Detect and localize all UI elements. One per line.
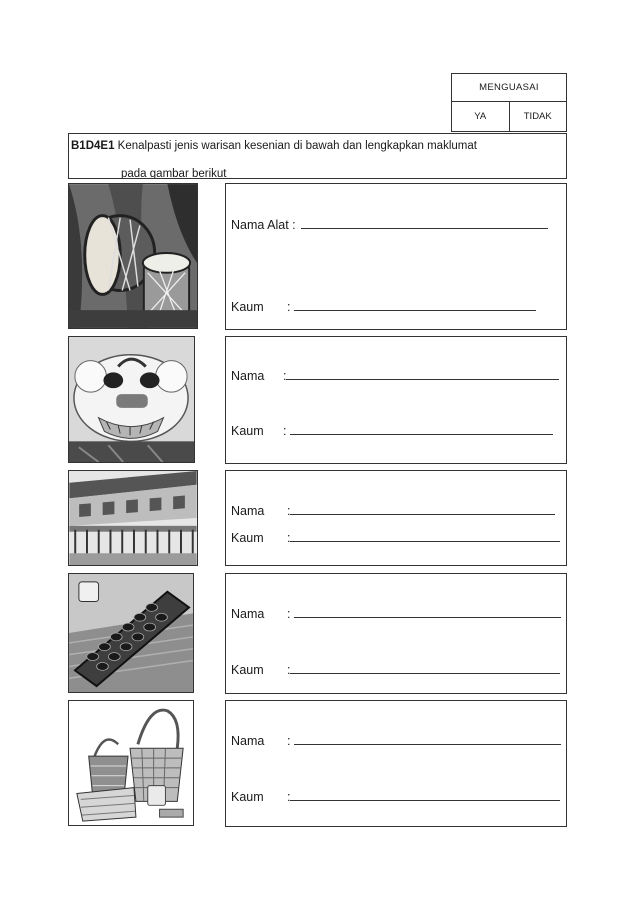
answer-line[interactable] — [290, 504, 555, 515]
field-colon: : — [287, 300, 291, 314]
kaum-field[interactable] — [231, 790, 560, 804]
field-label: Kaum — [231, 531, 264, 545]
field-label: Nama — [231, 369, 265, 383]
answer-box-5 — [225, 700, 567, 827]
instruction-box — [68, 133, 567, 179]
drums-icon — [68, 183, 198, 329]
lion-dance-icon — [68, 336, 195, 463]
instruction-text: Kenalpasti jenis warisan kesenian di bawah dan lengkapkan maklumat — [117, 140, 477, 152]
answer-line[interactable] — [290, 424, 553, 435]
field-label: Kaum — [231, 424, 264, 438]
name-field[interactable] — [231, 218, 548, 232]
answer-box-4 — [225, 573, 567, 694]
answer-line[interactable] — [286, 369, 559, 380]
mastery-no-cell[interactable]: TIDAK — [509, 102, 567, 132]
kaum-field[interactable] — [231, 300, 536, 314]
name-field[interactable] — [231, 607, 561, 621]
field-label: Kaum — [231, 790, 264, 804]
field-colon: : — [287, 531, 291, 545]
mastery-table — [451, 73, 567, 132]
field-colon: : — [287, 504, 291, 518]
congkak-board-icon — [68, 573, 194, 693]
field-label: Nama Alat : — [231, 218, 296, 232]
field-label: Kaum — [231, 663, 264, 677]
kaum-field[interactable] — [231, 424, 553, 438]
field-colon: : — [287, 790, 291, 804]
name-field[interactable] — [231, 734, 561, 748]
answer-line[interactable] — [290, 790, 560, 801]
answer-line[interactable] — [294, 607, 561, 618]
answer-line[interactable] — [290, 531, 560, 542]
answer-box-1 — [225, 183, 567, 330]
field-colon: : — [283, 369, 287, 383]
field-label: Nama — [231, 607, 265, 621]
answer-line[interactable] — [290, 663, 560, 674]
field-label: Nama — [231, 734, 265, 748]
field-colon: : — [287, 663, 291, 677]
field-colon: : — [287, 734, 291, 748]
longhouse-icon — [68, 470, 198, 566]
name-field[interactable] — [231, 369, 559, 383]
field-colon: : — [287, 607, 291, 621]
kaum-field[interactable] — [231, 531, 560, 545]
kaum-field[interactable] — [231, 663, 560, 677]
field-colon: : — [283, 424, 287, 438]
answer-box-2 — [225, 336, 567, 464]
field-label: Nama — [231, 504, 265, 518]
woven-baskets-icon — [68, 700, 194, 826]
instruction-code: B1D4E1 — [71, 140, 115, 152]
name-field[interactable] — [231, 504, 555, 518]
answer-line[interactable] — [301, 218, 548, 229]
mastery-header: MENGUASAI — [452, 74, 566, 102]
answer-line[interactable] — [294, 734, 561, 745]
field-label: Kaum — [231, 300, 264, 314]
instruction-text-2: pada gambar berikut — [121, 168, 227, 179]
answer-box-3 — [225, 470, 567, 566]
mastery-yes-cell[interactable]: YA — [474, 111, 487, 122]
answer-line[interactable] — [294, 300, 536, 311]
